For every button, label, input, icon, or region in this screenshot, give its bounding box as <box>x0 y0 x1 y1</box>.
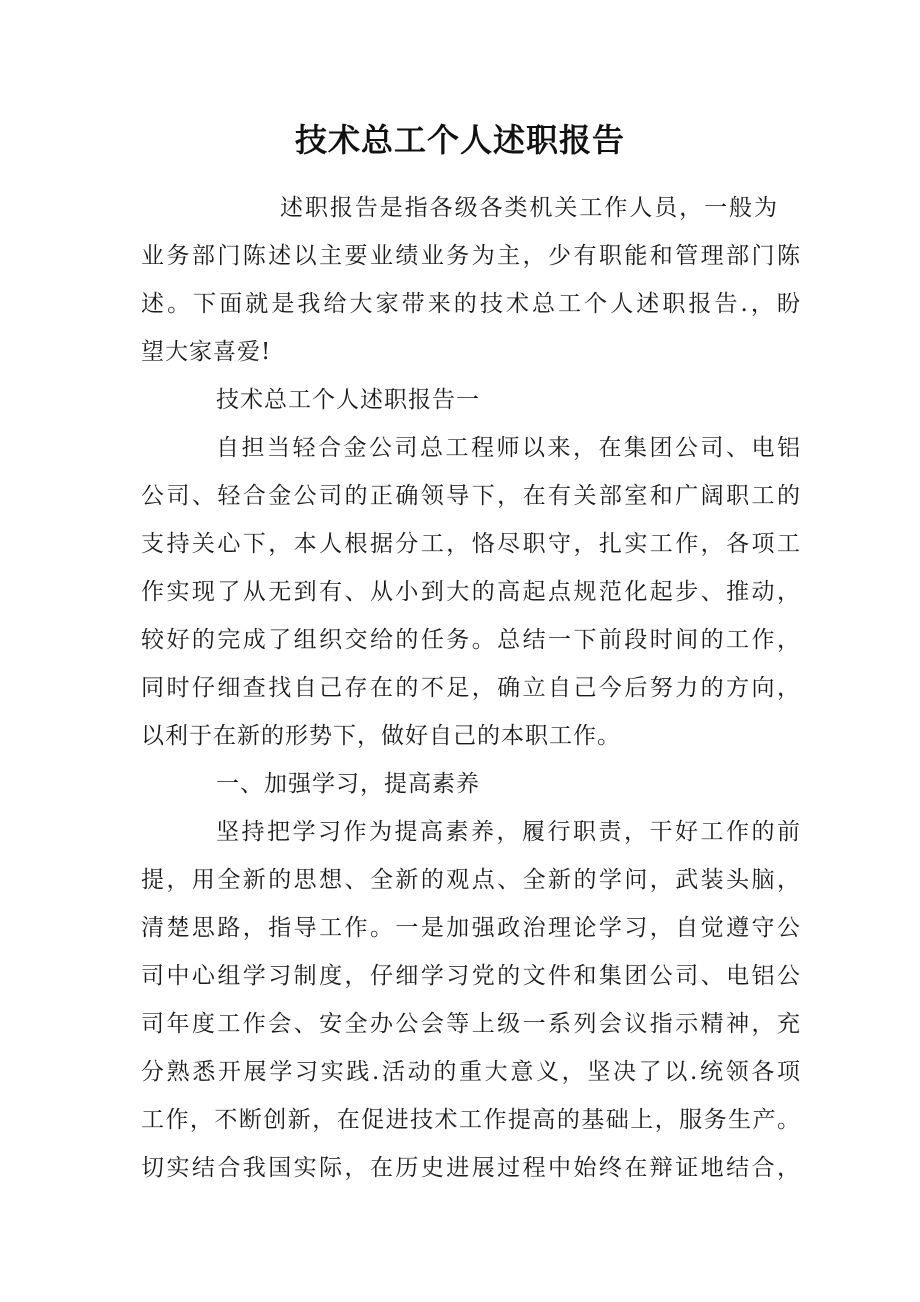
paragraph-line: 同时仔细查找自己存在的不足，确立自己今后努力的方向， <box>141 675 801 701</box>
paragraph-line: 分熟悉开展学习实践.活动的重大意义，坚决了以.统领各项 <box>141 1059 801 1085</box>
section-heading: 技术总工个人述职报告一 <box>216 387 480 413</box>
paragraph-line: 坚持把学习作为提高素养，履行职责，干好工作的前 <box>216 819 801 845</box>
paragraph-line: 切实结合我国实际，在历史进展过程中始终在辩证地结合， <box>141 1155 801 1181</box>
paragraph-line: 提，用全新的思想、全新的观点、全新的学问，武装头脑， <box>141 867 801 893</box>
document-title: 技术总工个人述职报告 <box>294 121 625 159</box>
paragraph-line: 公司、轻合金公司的正确领导下，在有关部室和广阔职工的 <box>141 483 801 509</box>
paragraph-line: 清楚思路，指导工作。一是加强政治理论学习，自觉遵守公 <box>141 915 801 941</box>
paragraph-line: 望大家喜爱! <box>141 339 272 365</box>
paragraph-line: 述。下面就是我给大家带来的技术总工个人述职报告.，盼 <box>141 291 801 317</box>
paragraph-line: 以利于在新的形势下，做好自己的本职工作。 <box>141 723 621 749</box>
paragraph-line: 工作，不断创新，在促进技术工作提高的基础上，服务生产。 <box>141 1107 801 1133</box>
paragraph-line: 述职报告是指各级各类机关工作人员，一般为 <box>280 195 778 221</box>
paragraph-line: 自担当轻合金公司总工程师以来，在集团公司、电铝 <box>216 435 801 461</box>
paragraph-line: 较好的完成了组织交给的任务。总结一下前段时间的工作， <box>141 627 801 653</box>
paragraph-line: 支持关心下，本人根据分工，恪尽职守，扎实工作，各项工 <box>141 531 801 557</box>
paragraph-line: 作实现了从无到有、从小到大的高起点规范化起步、推动， <box>141 579 801 605</box>
paragraph-line: 司中心组学习制度，仔细学习党的文件和集团公司、电铝公 <box>141 963 801 989</box>
section-heading: 一、加强学习，提高素养 <box>216 771 480 797</box>
paragraph-line: 司年度工作会、安全办公会等上级一系列会议指示精神，充 <box>141 1011 801 1037</box>
paragraph-line: 业务部门陈述以主要业绩业务为主，少有职能和管理部门陈 <box>141 243 801 269</box>
